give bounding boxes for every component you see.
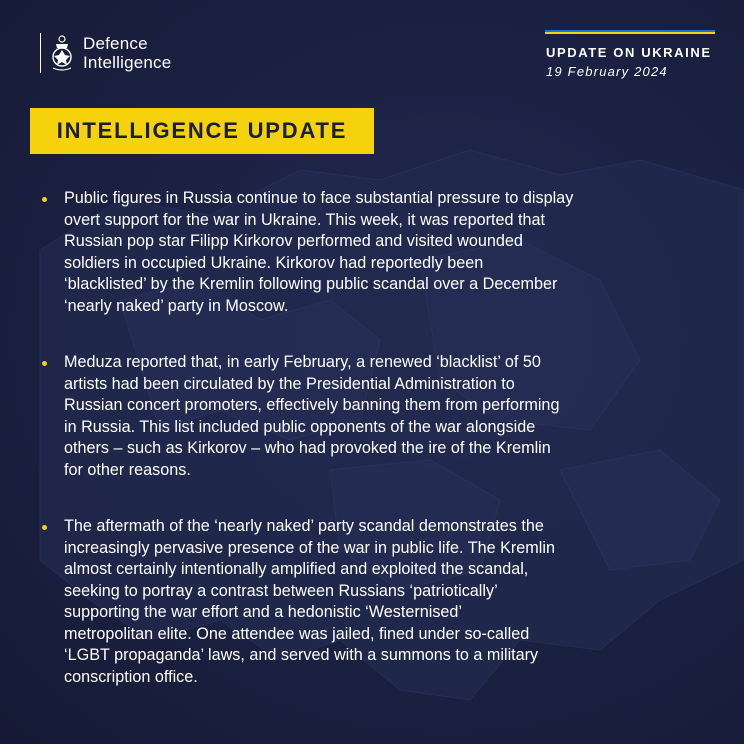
- bullet-text: Meduza reported that, in early February, a renewed ‘blacklist’ of 50 artists had been circulated by the Presidential Administration to Russian concert promoters, effectively banning them from performing in Russia. This list included public opponents of the war alongside others – such as Kirkorov – who had provoked the ire of the Kremlin for other reasons.: [64, 353, 560, 479]
- bullet-item: [40, 352, 559, 481]
- logo-divider: [40, 33, 41, 73]
- royal-crest-icon: [49, 34, 75, 72]
- logo-line-2: Intelligence: [83, 53, 172, 72]
- update-label: UPDATE ON UKRAINE: [546, 45, 712, 60]
- bullet-dot: [42, 361, 47, 366]
- bullet-dot: [42, 525, 47, 530]
- bullet-text: The aftermath of the ‘nearly naked’ party scandal demonstrates the increasingly pervasive presence of the war in public life. The Kremlin almost certainly intentionally amplified and exploited the scandal, seeking to portray a contrast between Russians ‘patriotically’ supporting the war effort and a hedonistic ‘Westernised’ metropolitan elite. One attendee was jailed, fined under so-called ‘LGBT propaganda’ laws, and served with a summons to a military conscription office.: [64, 517, 555, 686]
- bullet-dot: [42, 197, 47, 202]
- update-date: 19 February 2024: [546, 64, 668, 79]
- bullet-text: Public figures in Russia continue to face substantial pressure to display overt support for the war in Ukraine. This week, it was reported that Russian pop star Filipp Kirkorov performed and visited wounded soldiers in occupied Ukraine. Kirkorov had reportedly been ‘blacklisted’ by the Kremlin following public scandal over a December ‘nearly naked’ party in Moscow.: [64, 189, 574, 315]
- banner-title: INTELLIGENCE UPDATE: [56, 118, 348, 143]
- defence-intelligence-logo: [40, 32, 171, 74]
- bullet-item: [40, 516, 555, 688]
- title-banner: [30, 108, 374, 154]
- logo-line-1: Defence: [83, 34, 148, 53]
- ukraine-flag-stripe: [545, 30, 715, 34]
- bullet-item: [40, 188, 573, 317]
